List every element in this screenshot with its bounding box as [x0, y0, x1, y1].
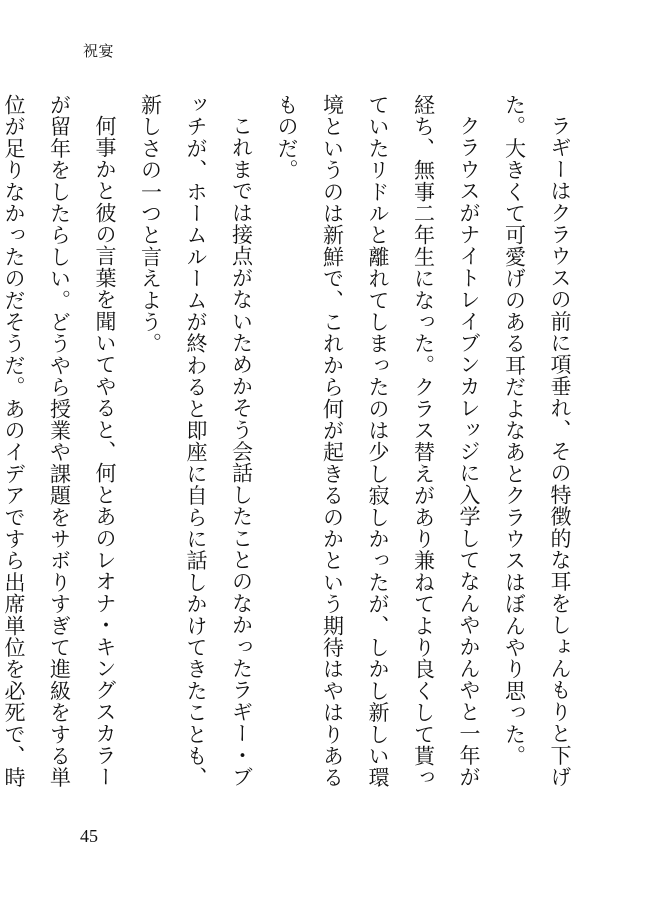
paragraph: ラギーはクラウスの前に項垂れ、その特徴的な耳をしょんもりと下げた。大きくて可愛げのある耳だよなあとクラウスはぼんやり思った。 [502, 94, 572, 788]
running-title: 祝宴 [83, 42, 115, 60]
paragraph: クラウスがナイトレイブンカレッジに入学してなんやかんやと一年が経ち、無事二年生になった。クラス替えがあり兼ねてより良くして貰っていたリドルと離れてしまったのは少し寂しかったが、しかし新しい環境というのは新鮮で、これから何が起きるのかという期待はやはりあるものだ。 [275, 94, 481, 789]
vertical-body-text [0, 94, 582, 808]
paragraph: 何事かと彼の言葉を聞いてやると、何とあのレオナ・キングスカラーが留年をしたらしい。どうやら授業や課題をサボりすぎて進級をする単位が足りなかったのだそうだ。あのイデアですら出席単位を必死で、時 [2, 94, 117, 789]
page-number: 45 [80, 826, 98, 846]
paragraph: これまでは接点がないためかそう会話したことのなかったラギー・ブッチが、ホームルームが終わると即座に自らに話しかけてきたことも、新しさの一つと言えよう。 [138, 94, 254, 789]
